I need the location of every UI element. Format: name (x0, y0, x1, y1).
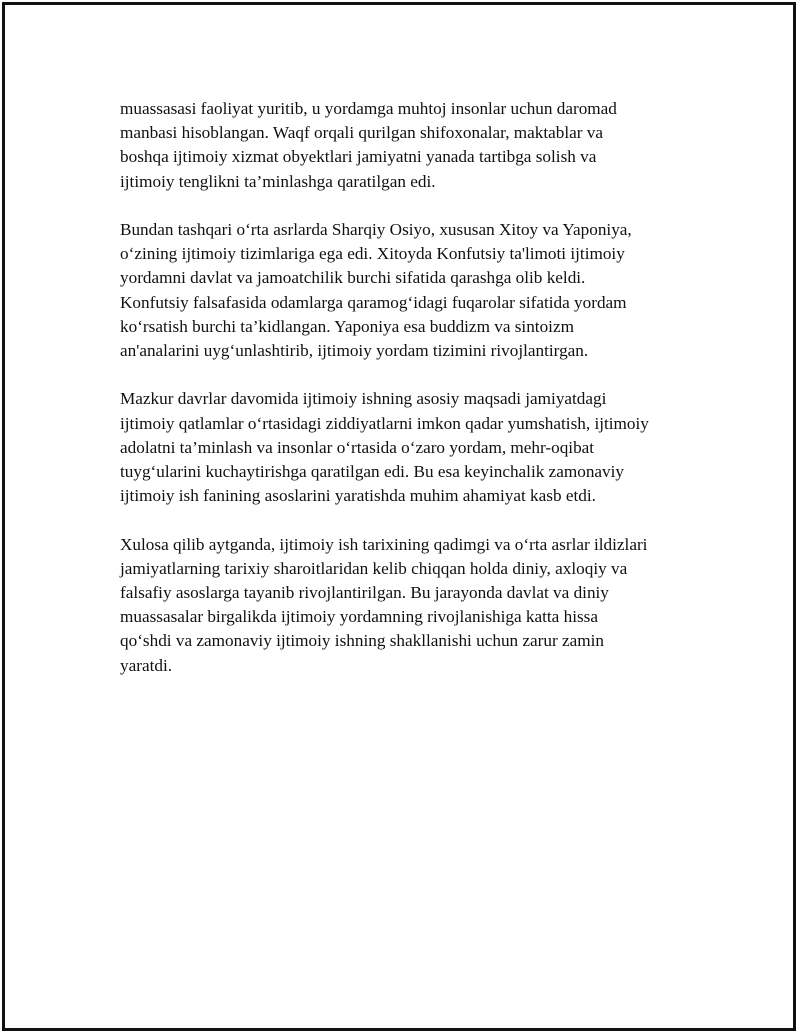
text-line: qo‘shdi va zamonaviy ijtimoiy ishning shakllanishi uchun zarur zamin (120, 631, 605, 651)
text-line: yaratdi. (120, 655, 173, 675)
text-line: yordamni davlat va jamoatchilik burchi sifatida qarashga olib keldi. (120, 268, 586, 288)
text-line: falsafiy asoslarga tayanib rivojlantirilgan. Bu jarayonda davlat va diniy (120, 583, 609, 603)
document-page (2, 2, 796, 1031)
text-line: ko‘rsatish burchi ta’kidlangan. Yaponiya esa buddizm va sintoizm (120, 316, 574, 336)
text-line: o‘zining ijtimoiy tizimlariga ega edi. Xitoyda Konfutsiy ta'limoti ijtimoiy (120, 244, 625, 264)
paragraph-4 (120, 533, 710, 678)
text-line: Konfutsiy falsafasida odamlarga qaramog‘idagi fuqarolar sifatida yordam (120, 292, 627, 312)
text-line: an'analarini uyg‘unlashtirib, ijtimoiy yordam tizimini rivojlantirgan. (120, 341, 589, 361)
paragraph-1 (120, 97, 710, 194)
text-line: jamiyatlarning tarixiy sharoitlaridan kelib chiqqan holda diniy, axloqiy va (120, 558, 628, 578)
text-line: muassasasi faoliyat yuritib, u yordamga muhtoj insonlar uchun daromad (120, 99, 617, 118)
paragraph-2 (120, 218, 710, 363)
text-line: manbasi hisoblangan. Waqf orqali qurilgan shifoxonalar, maktablar va (120, 123, 604, 143)
text-line: ijtimoiy qatlamlar o‘rtasidagi ziddiyatlarni imkon qadar yumshatish, ijtimoiy (120, 413, 649, 433)
text-line: ijtimoiy ish fanining asoslarini yaratishda muhim ahamiyat kasb etdi. (120, 486, 596, 506)
text-line: adolatni ta’minlash va insonlar o‘rtasida o‘zaro yordam, mehr-oqibat (120, 437, 595, 457)
document-body (120, 97, 710, 702)
text-line: Xulosa qilib aytganda, ijtimoiy ish tarixining qadimgi va o‘rta asrlar ildizlari (120, 534, 648, 554)
text-line: boshqa ijtimoiy xizmat obyektlari jamiyatni yanada tartibga solish va (120, 147, 597, 167)
text-line: muassasalar birgalikda ijtimoiy yordamning rivojlanishiga katta hissa (120, 607, 598, 627)
text-line: Bundan tashqari o‘rta asrlarda Sharqiy Osiyo, xususan Xitoy va Yaponiya, (120, 220, 632, 239)
paragraph-3 (120, 387, 710, 508)
text-line: tuyg‘ularini kuchaytirishga qaratilgan edi. Bu esa keyinchalik zamonaviy (120, 462, 625, 482)
text-line: ijtimoiy tenglikni ta’minlashga qaratilgan edi. (120, 171, 436, 191)
text-line: Mazkur davrlar davomida ijtimoiy ishning asosiy maqsadi jamiyatdagi (120, 389, 607, 409)
